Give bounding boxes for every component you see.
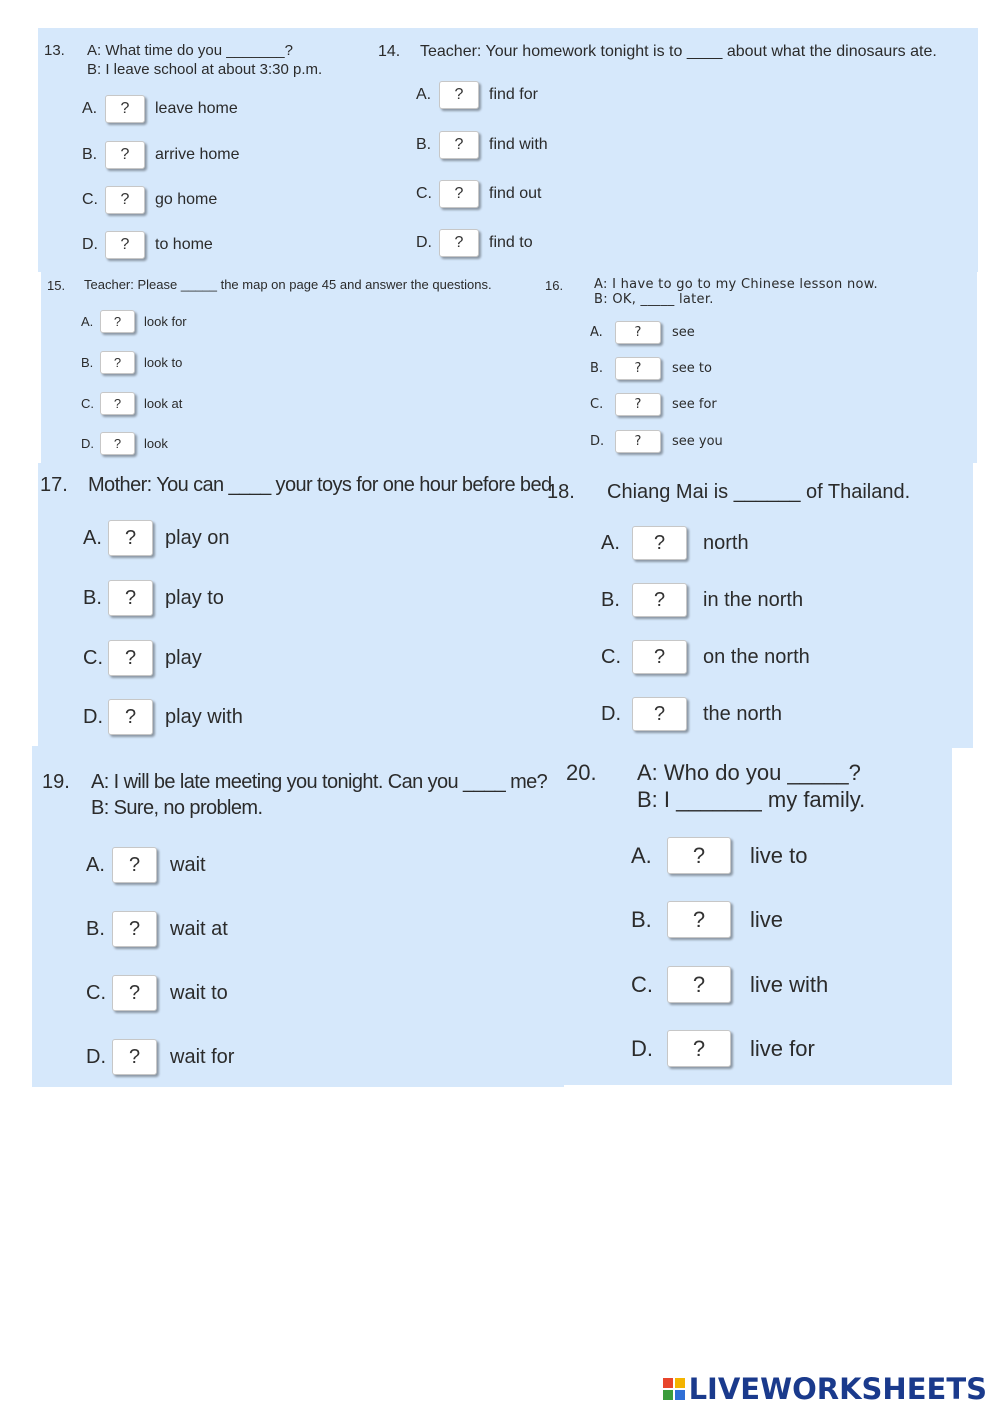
option-a[interactable] <box>81 310 187 333</box>
answer-box[interactable]: ? <box>112 911 157 947</box>
question-stem-line: Mother: You can ____ your toys for one hour before bed <box>88 474 552 496</box>
answer-box[interactable]: ? <box>108 699 153 735</box>
question-number: 14. <box>378 43 401 60</box>
option-b[interactable] <box>631 901 783 938</box>
option-text: play to <box>165 586 224 609</box>
option-b[interactable] <box>83 580 224 616</box>
answer-box[interactable]: ? <box>100 432 135 455</box>
option-d[interactable] <box>416 229 533 257</box>
option-text: look at <box>144 396 183 411</box>
option-letter: D. <box>86 1045 106 1068</box>
answer-box[interactable]: ? <box>667 966 731 1003</box>
option-text: find for <box>489 86 538 103</box>
question-stem-line: B: OK, _____ later. <box>594 292 714 307</box>
answer-box[interactable]: ? <box>105 141 145 169</box>
answer-box[interactable]: ? <box>439 131 479 159</box>
option-c[interactable] <box>82 186 217 214</box>
option-c[interactable] <box>81 392 182 415</box>
option-b[interactable] <box>416 131 548 159</box>
question-stem-line: Teacher: Your homework tonight is to ____ about what the dinosaurs ate. <box>420 43 937 60</box>
option-d[interactable] <box>83 699 243 735</box>
answer-box[interactable]: ? <box>108 580 153 616</box>
option-letter: B. <box>601 588 620 611</box>
option-letter: D. <box>81 436 94 451</box>
option-text: in the north <box>703 588 804 611</box>
answer-box[interactable]: ? <box>615 393 661 416</box>
option-b[interactable] <box>81 351 182 374</box>
option-letter: A. <box>601 531 620 554</box>
option-text: north <box>703 531 749 554</box>
option-text: see <box>672 325 695 340</box>
option-text: play with <box>165 705 243 728</box>
answer-box[interactable]: ? <box>112 847 157 883</box>
option-a[interactable] <box>86 847 206 883</box>
question-stem-line: Teacher: Please _____ the map on page 45 and answer the questions. <box>84 277 492 292</box>
answer-box[interactable]: ? <box>100 351 135 374</box>
answer-box[interactable]: ? <box>632 697 687 731</box>
option-text: live with <box>750 971 829 997</box>
option-text: look for <box>144 314 187 329</box>
option-letter: D. <box>601 702 621 725</box>
option-d[interactable] <box>86 1039 234 1075</box>
option-d[interactable] <box>631 1030 815 1067</box>
option-text: wait at <box>170 917 228 940</box>
question-number: 17. <box>40 474 68 496</box>
option-a[interactable] <box>631 837 807 874</box>
option-letter: D. <box>590 434 605 449</box>
option-text: live for <box>750 1035 815 1061</box>
question-number: 13. <box>44 42 65 59</box>
option-letter: C. <box>83 646 103 669</box>
option-text: wait to <box>170 981 228 1004</box>
answer-box[interactable]: ? <box>108 640 153 676</box>
logo-icon <box>663 1378 685 1400</box>
option-text: find out <box>489 185 542 202</box>
option-text: leave home <box>155 100 238 117</box>
answer-box[interactable]: ? <box>439 81 479 109</box>
option-text: find with <box>489 136 548 153</box>
question-stem-line: Chiang Mai is ______ of Thailand. <box>607 481 911 503</box>
answer-box[interactable]: ? <box>632 640 687 674</box>
option-a[interactable] <box>601 526 749 560</box>
option-c[interactable] <box>631 966 828 1003</box>
option-c[interactable] <box>416 180 541 208</box>
question-number: 15. <box>47 278 66 293</box>
option-text: play on <box>165 526 230 549</box>
answer-box[interactable]: ? <box>615 430 661 453</box>
option-a[interactable] <box>82 95 238 123</box>
option-text: live <box>750 906 784 932</box>
option-text: see to <box>672 361 712 376</box>
question-number: 18. <box>547 481 575 503</box>
option-letter: A. <box>631 842 652 868</box>
answer-box[interactable]: ? <box>100 310 135 333</box>
answer-box[interactable]: ? <box>105 186 145 214</box>
option-text: play <box>165 646 202 669</box>
answer-box[interactable]: ? <box>439 229 479 257</box>
option-text: find to <box>489 234 533 251</box>
answer-box[interactable]: ? <box>439 180 479 208</box>
option-text: the north <box>703 702 782 725</box>
option-letter: D. <box>416 234 432 251</box>
question-stem-line: A: I have to go to my Chinese lesson now. <box>594 277 878 292</box>
option-b[interactable] <box>86 911 228 947</box>
question-stem-line: B: Sure, no problem. <box>91 797 263 819</box>
answer-box[interactable]: ? <box>112 1039 157 1075</box>
option-letter: C. <box>416 185 432 202</box>
option-letter: A. <box>590 325 603 340</box>
question-number: 20. <box>566 760 597 785</box>
option-text: live to <box>750 842 808 868</box>
option-d[interactable] <box>590 430 723 453</box>
option-letter: A. <box>416 86 432 103</box>
answer-box[interactable]: ? <box>105 95 145 123</box>
answer-box[interactable]: ? <box>615 357 661 380</box>
question-stem-line: B: I leave school at about 3:30 p.m. <box>87 61 323 78</box>
answer-box[interactable]: ? <box>108 520 153 556</box>
option-a[interactable] <box>416 81 538 109</box>
option-letter: C. <box>82 191 98 208</box>
option-a[interactable] <box>83 520 230 556</box>
option-letter: C. <box>81 396 94 411</box>
option-letter: C. <box>590 397 604 412</box>
question-number: 16. <box>545 278 564 293</box>
option-b[interactable] <box>601 583 803 617</box>
option-c[interactable] <box>83 640 202 676</box>
answer-box[interactable]: ? <box>105 231 145 259</box>
answer-box[interactable]: ? <box>632 583 687 617</box>
option-c[interactable] <box>601 640 810 674</box>
option-text: wait for <box>170 1045 235 1068</box>
option-text: arrive home <box>155 146 240 163</box>
option-letter: C. <box>631 971 653 997</box>
option-c[interactable] <box>86 975 228 1011</box>
option-letter: A. <box>86 853 105 876</box>
option-c[interactable] <box>590 393 717 416</box>
answer-box[interactable]: ? <box>100 392 135 415</box>
liveworksheets-logo[interactable] <box>663 1372 987 1406</box>
option-letter: B. <box>81 355 94 370</box>
option-b[interactable] <box>590 357 712 380</box>
option-text: to home <box>155 236 213 253</box>
option-b[interactable] <box>82 141 239 169</box>
option-d[interactable] <box>601 697 782 731</box>
question-stem-line: A: I will be late meeting you tonight. Can you ____ me? <box>91 771 548 793</box>
question-stem-line: B: I _______ my family. <box>637 787 866 812</box>
option-a[interactable] <box>590 321 695 344</box>
option-text: go home <box>155 191 218 208</box>
option-letter: B. <box>416 136 432 153</box>
option-letter: C. <box>86 981 106 1004</box>
option-text: see for <box>672 397 717 412</box>
option-letter: D. <box>82 236 98 253</box>
option-d[interactable] <box>82 231 213 259</box>
option-letter: A. <box>81 314 94 329</box>
question-stem-line: A: What time do you _______? <box>87 42 293 59</box>
option-letter: B. <box>590 361 604 376</box>
option-d[interactable] <box>81 432 168 455</box>
option-text: on the north <box>703 645 810 668</box>
answer-box[interactable]: ? <box>667 901 731 938</box>
option-letter: B. <box>83 586 102 609</box>
question-number: 19. <box>42 771 70 793</box>
option-letter: B. <box>82 146 98 163</box>
answer-box[interactable]: ? <box>667 837 731 874</box>
option-letter: A. <box>83 526 102 549</box>
option-text: see you <box>672 434 723 449</box>
option-text: wait <box>170 853 206 876</box>
option-letter: A. <box>82 100 98 117</box>
option-letter: B. <box>631 906 652 932</box>
answer-box[interactable]: ? <box>667 1030 731 1067</box>
answer-box[interactable]: ? <box>112 975 157 1011</box>
option-text: look <box>144 436 168 451</box>
option-letter: B. <box>86 917 105 940</box>
option-text: look to <box>144 355 183 370</box>
answer-box[interactable]: ? <box>615 321 661 344</box>
option-letter: C. <box>601 645 621 668</box>
answer-box[interactable]: ? <box>632 526 687 560</box>
logo-text: LIVEWORKSHEETS <box>688 1372 987 1406</box>
option-letter: D. <box>631 1035 653 1061</box>
option-letter: D. <box>83 705 103 728</box>
question-stem-line: A: Who do you _____? <box>637 760 861 785</box>
